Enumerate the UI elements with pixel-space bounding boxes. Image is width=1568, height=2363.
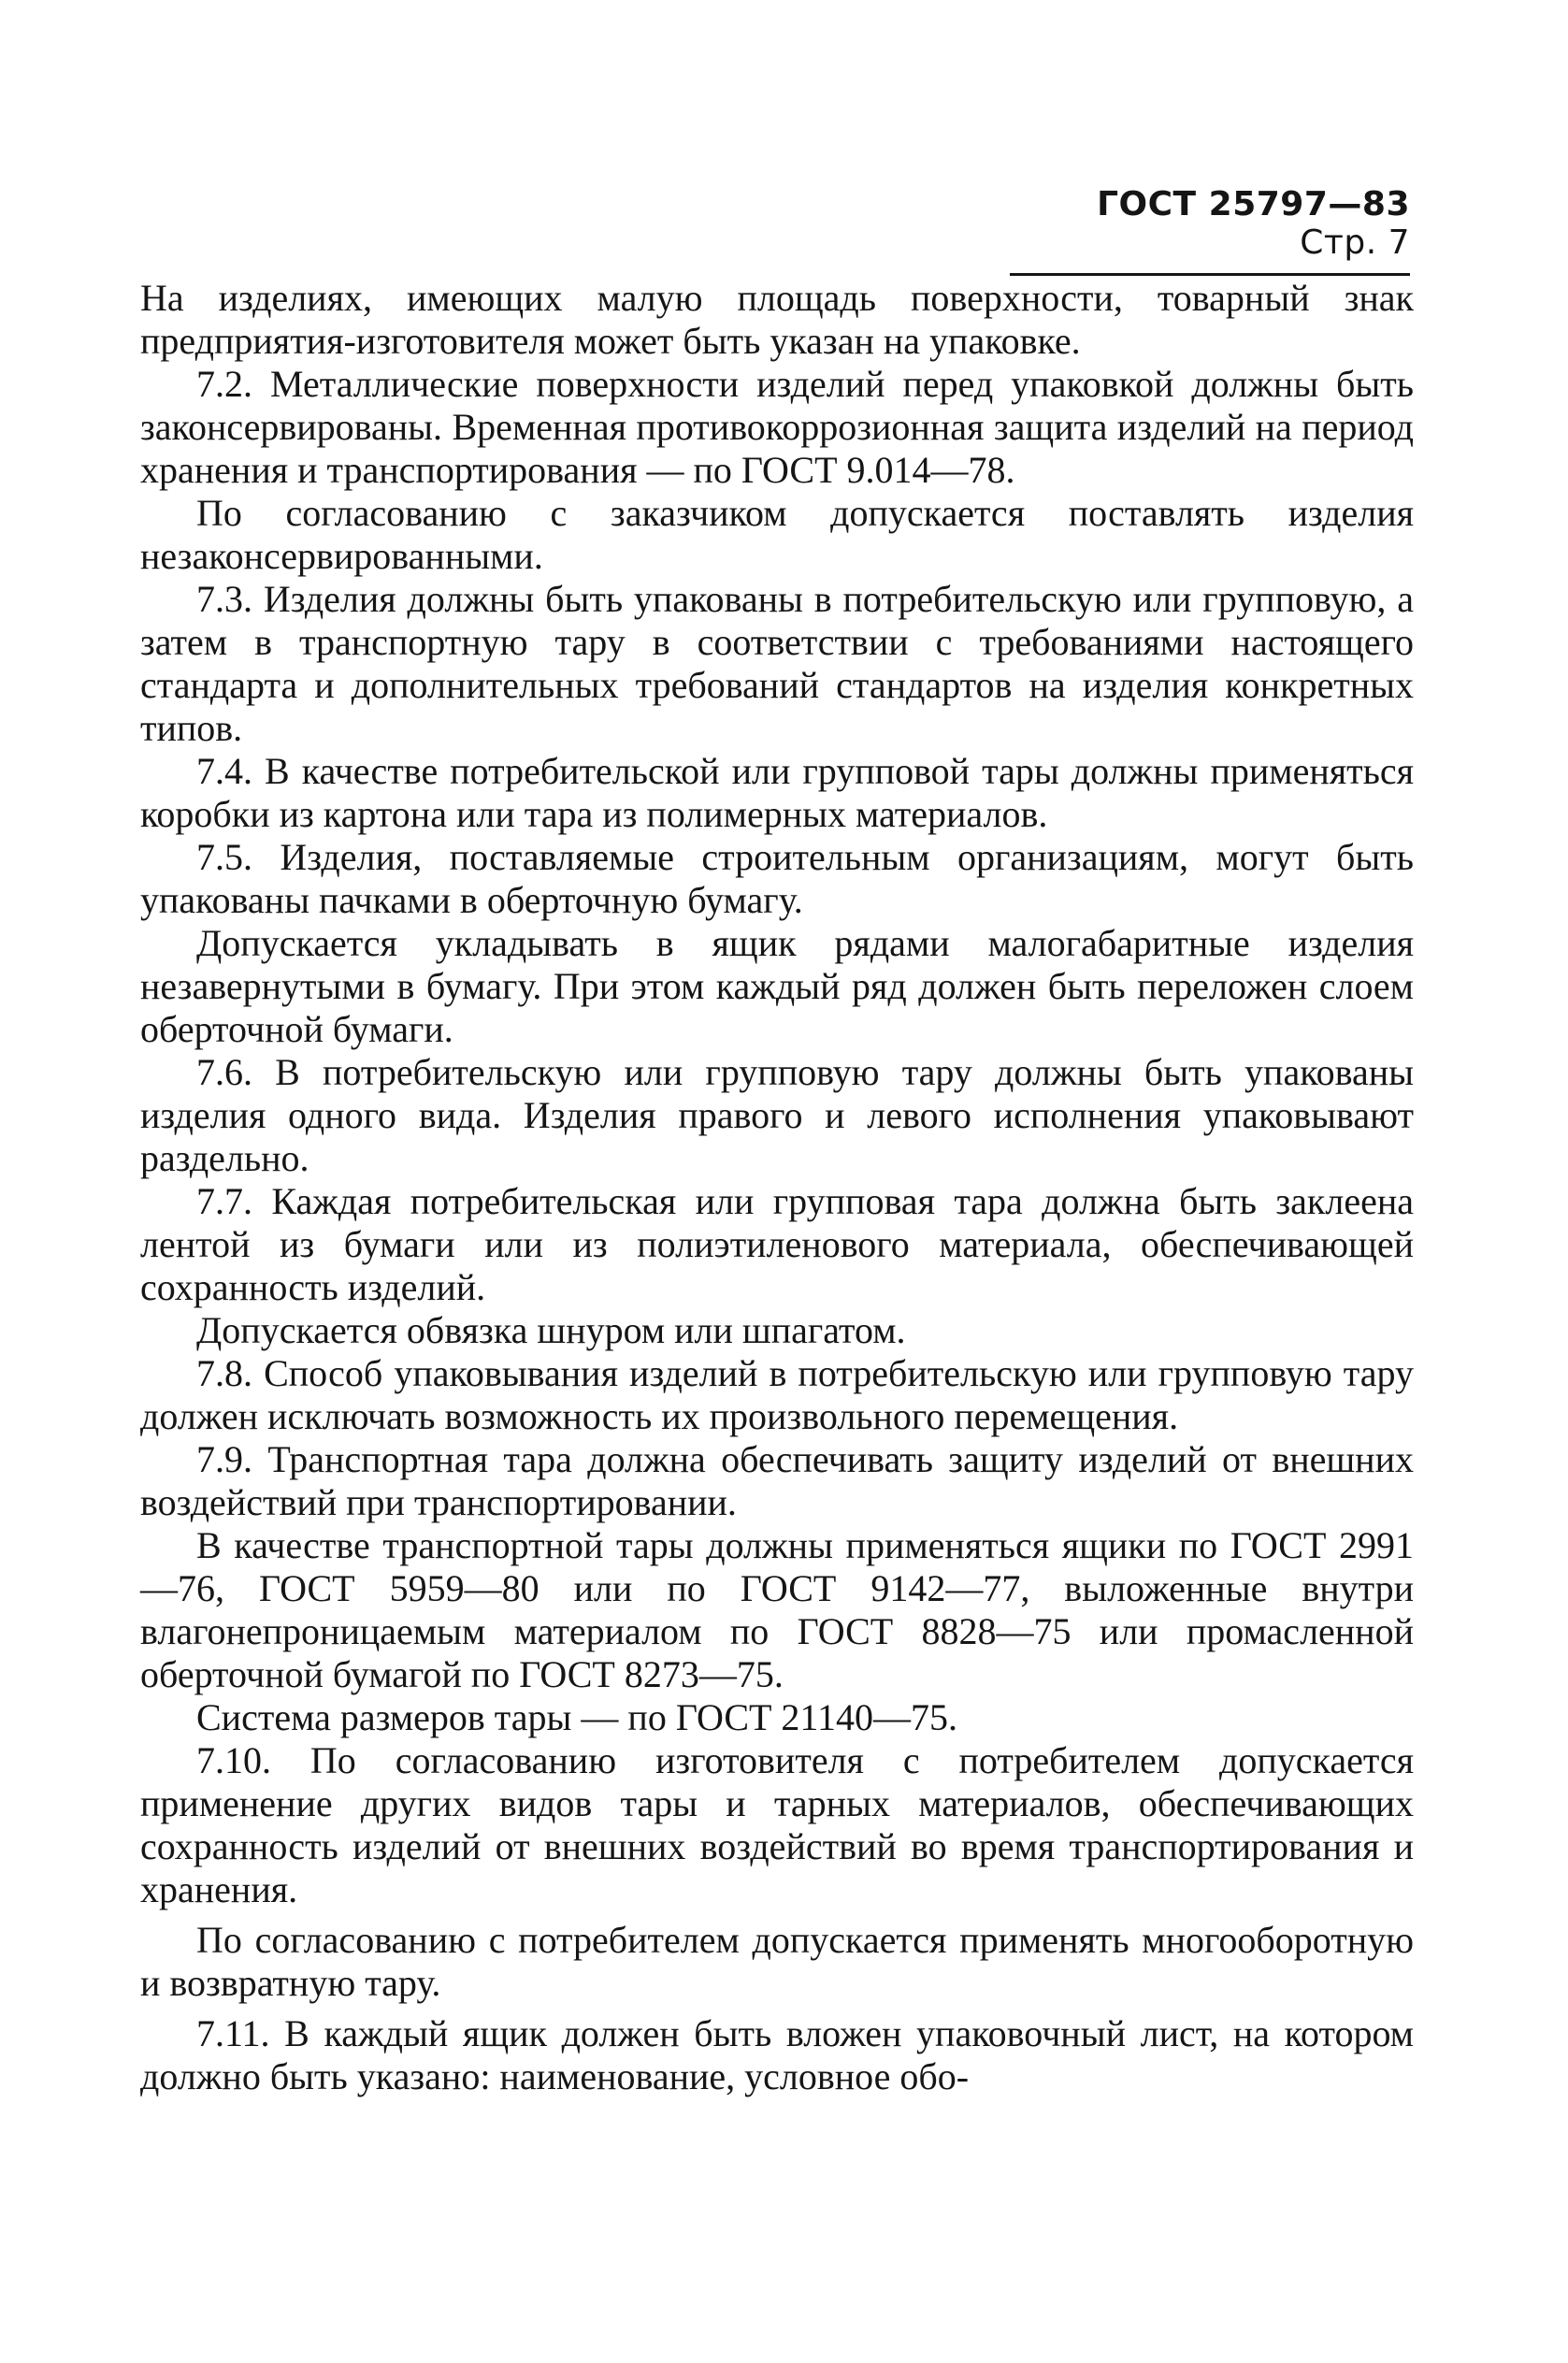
page-header xyxy=(1010,185,1410,276)
paragraph-7-9: 7.9. Транспортная тара должна обеспечивать защиту изделий от внешних воздействий при транспортировании. xyxy=(140,1438,1414,1523)
paragraph: В качестве транспортной тары должны применяться ящики по ГОСТ 2991—76, ГОСТ 5959—80 или по ГОСТ 9142—77, выложенные внутри влагонепроницаемым материалом по ГОСТ 8828—75 или промасленной оберточной бумагой по ГОСТ 8273—75. xyxy=(140,1524,1414,1695)
paragraph-7-2: 7.2. Металлические поверхности изделий перед упаковкой должны быть законсервированы. Временная противокоррозионная защита изделий на период хранения и транспортирования — по ГОСТ 9.014—78. xyxy=(140,363,1414,491)
paragraph: По согласованию с заказчиком допускается поставлять изделия незаконсервированными. xyxy=(140,492,1414,577)
paragraph-7-10: 7.10. По согласованию изготовителя с потребителем допускается применение других видов тары и тарных материалов, обеспечивающих сохранность изделий от внешних воздействий во время транспортирования и хранения. xyxy=(140,1739,1414,1910)
standard-number: ГОСТ 25797—83 xyxy=(1097,185,1410,223)
paragraph: По согласованию с потребителем допускается применять многооборотную и возвратную тару. xyxy=(140,1919,1414,2004)
paragraph: Допускается укладывать в ящик рядами малогабаритные изделия незавернутыми в бумагу. При этом каждый ряд должен быть переложен слоем оберточной бумаги. xyxy=(140,922,1414,1050)
paragraph-7-11: 7.11. В каждый ящик должен быть вложен упаковочный лист, на котором должно быть указано: наименование, условное обо- xyxy=(140,2012,1414,2097)
paragraph-7-4: 7.4. В качестве потребительской или групповой тары должны применяться коробки из картона или тара из полимерных материалов. xyxy=(140,750,1414,835)
paragraph-7-3: 7.3. Изделия должны быть упакованы в потребительскую или групповую, а затем в транспортную тару в соответствии с требованиями настоящего стандарта и дополнительных требований стандартов на изделия конкретных типов. xyxy=(140,578,1414,749)
paragraph-7-5: 7.5. Изделия, поставляемые строительным организациям, могут быть упакованы пачками в оберточную бумагу. xyxy=(140,836,1414,921)
paragraph-7-6: 7.6. В потребительскую или групповую тару должны быть упакованы изделия одного вида. Изделия правого и левого исполнения упаковывают раздельно. xyxy=(140,1051,1414,1179)
paragraph: Система размеров тары — по ГОСТ 21140—75. xyxy=(196,1696,957,1738)
paragraph-7-8: 7.8. Способ упаковывания изделий в потребительскую или групповую тару должен исключать возможность их произвольного перемещения. xyxy=(140,1352,1414,1437)
paragraph: На изделиях, имеющих малую площадь поверхности, товарный знак предприятия-изготовителя может быть указан на упаковке. xyxy=(140,277,1414,362)
page-number: Стр. 7 xyxy=(1300,223,1410,262)
document-body xyxy=(140,277,1414,2098)
paragraph-7-7: 7.7. Каждая потребительская или групповая тара должна быть заклеена лентой из бумаги или из полиэтиленового материала, обеспечивающей сохранность изделий. xyxy=(140,1180,1414,1308)
paragraph: Допускается обвязка шнуром или шпагатом. xyxy=(196,1309,906,1351)
